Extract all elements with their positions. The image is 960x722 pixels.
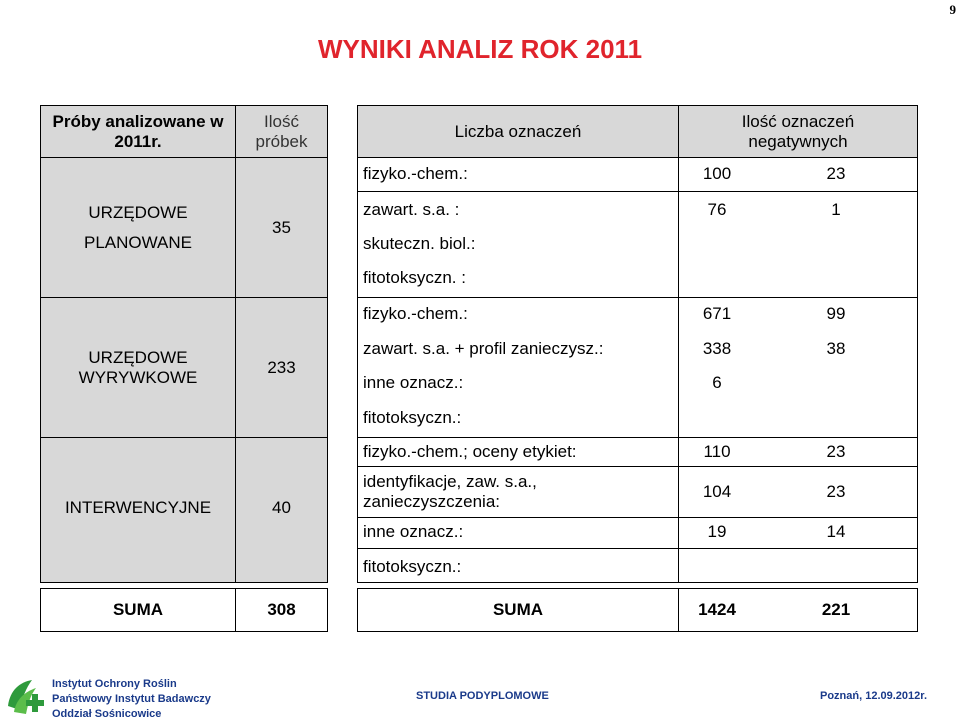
divider-vertical bbox=[678, 157, 679, 583]
org-line1: Instytut Ochrony Roślin bbox=[52, 678, 177, 690]
row-negative: 38 bbox=[826, 339, 846, 358]
row-label: fitotoksyczn. : bbox=[363, 268, 466, 287]
row-negative: 23 bbox=[826, 164, 846, 183]
row-label: fitotoksyczn.: bbox=[363, 557, 462, 576]
header-samples: Próby analizowane w 2011r. bbox=[40, 105, 236, 158]
row-divider bbox=[357, 191, 918, 192]
row-value: 19 bbox=[707, 522, 727, 541]
row-label: inne oznacz.: bbox=[363, 373, 464, 392]
group-divider bbox=[357, 437, 918, 438]
group-name-wyrywkowe: URZĘDOWE WYRYWKOWE bbox=[40, 297, 236, 438]
group-divider bbox=[357, 297, 918, 298]
row-value: 338 bbox=[702, 339, 732, 358]
row-negative: 23 bbox=[826, 442, 846, 461]
org-line2: Państwowy Instytut Badawczy bbox=[52, 693, 211, 705]
sum-right-label: SUMA bbox=[357, 588, 679, 632]
row-divider bbox=[357, 517, 918, 518]
row-negative: 23 bbox=[826, 482, 846, 501]
row-label: zawart. s.a. : bbox=[363, 200, 460, 219]
page-title: WYNIKI ANALIZ ROK 2011 bbox=[317, 34, 643, 64]
sum-left-label: SUMA bbox=[40, 588, 236, 632]
row-label: zawart. s.a. + profil zanieczysz.: bbox=[363, 339, 604, 358]
row-negative: 99 bbox=[826, 304, 846, 323]
org-line3: Oddział Sośnicowice bbox=[52, 708, 162, 720]
header-negative: Ilość oznaczeń negatywnych bbox=[678, 105, 918, 158]
sum-right-negative: 221 bbox=[821, 600, 851, 619]
sum-left-value: 308 bbox=[235, 588, 328, 632]
row-label: identyfikacje, zaw. s.a., zanieczyszczenia: bbox=[363, 472, 537, 511]
row-divider bbox=[357, 466, 918, 467]
row-value: 110 bbox=[703, 442, 731, 461]
row-value: 100 bbox=[702, 164, 732, 183]
footer-center: STUDIA PODYPLOMOWE bbox=[416, 690, 549, 702]
row-label: inne oznacz.: bbox=[363, 522, 464, 541]
row-label: fizyko.-chem.: bbox=[363, 164, 468, 183]
group-name-planowane: URZĘDOWE PLANOWANE bbox=[40, 157, 236, 298]
row-label: fitotoksyczn.: bbox=[363, 408, 462, 427]
group-name-interwencyjne: INTERWENCYJNE bbox=[40, 437, 236, 583]
row-label: fizyko.-chem.; oceny etykiet: bbox=[363, 442, 577, 461]
row-value: 104 bbox=[702, 482, 732, 501]
right-body-frame bbox=[357, 157, 918, 583]
row-negative: 14 bbox=[826, 522, 846, 541]
sum-right-value: 1424 bbox=[698, 600, 736, 619]
header-determinations: Liczba oznaczeń bbox=[357, 105, 679, 158]
row-value: 76 bbox=[707, 200, 727, 219]
row-label: fizyko.-chem.: bbox=[363, 304, 468, 323]
group-count-interwencyjne: 40 bbox=[235, 437, 328, 583]
row-divider bbox=[357, 548, 918, 549]
group-count-planowane: 35 bbox=[235, 157, 328, 298]
row-label: skuteczn. biol.: bbox=[363, 234, 476, 253]
header-count: Ilość próbek bbox=[235, 105, 328, 158]
group-count-wyrywkowe: 233 bbox=[235, 297, 328, 438]
footer-date: Poznań, 12.09.2012r. bbox=[820, 690, 928, 702]
institute-logo-icon bbox=[4, 676, 48, 718]
row-negative: 1 bbox=[831, 200, 841, 219]
row-value: 6 bbox=[712, 373, 722, 392]
row-value: 671 bbox=[702, 304, 732, 323]
page-number: 9 bbox=[949, 2, 956, 17]
